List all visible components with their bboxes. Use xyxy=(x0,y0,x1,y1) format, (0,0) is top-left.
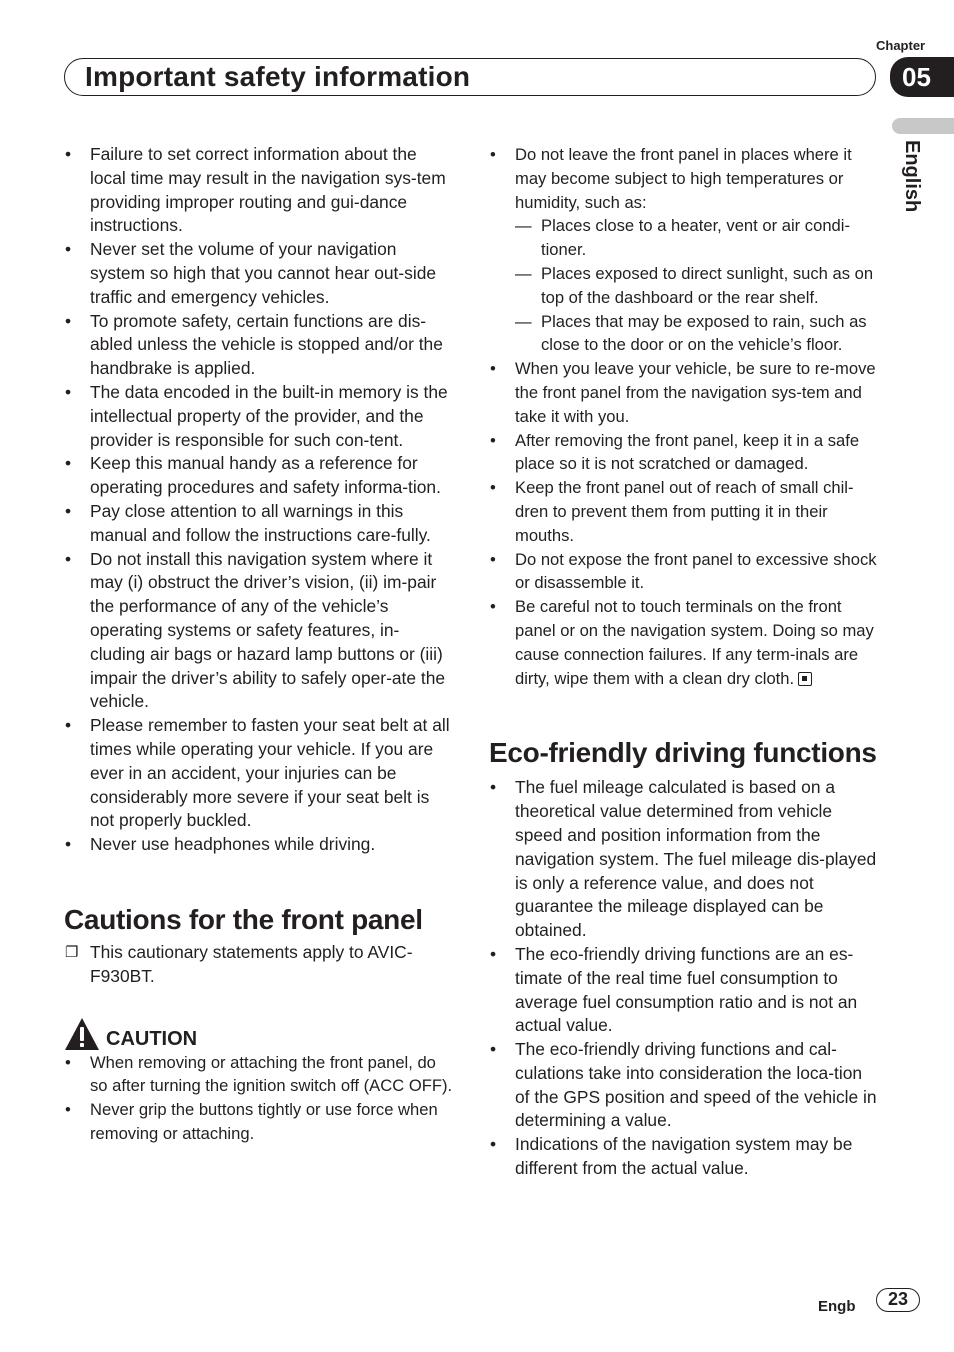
section-title: Important safety information xyxy=(85,61,471,92)
left-column xyxy=(64,143,454,1146)
warning-triangle-icon xyxy=(64,1017,100,1051)
eco-bullet-list xyxy=(489,776,881,1181)
list-item: • Please remember to fasten your seat belt at all times while operating your vehicle. If you are ever in an accident, your injuries can be considerably more severe if your seat belt is not properly buckled. xyxy=(64,714,454,833)
footer-lang-code: Engb xyxy=(818,1298,856,1315)
page-number: 23 xyxy=(876,1288,920,1312)
note-list xyxy=(64,941,454,989)
panel-bullet-list-cont xyxy=(489,357,881,690)
language-tab xyxy=(892,118,954,134)
section-header-bar xyxy=(64,58,876,96)
list-item: • Do not expose the front panel to excessive shock or disassemble it. xyxy=(489,548,881,596)
list-item: • Indications of the navigation system may be different from the actual value. xyxy=(489,1133,881,1181)
list-item: • The data encoded in the built-in memory is the intellectual property of the provider, and the provider is responsible for such con-tent. xyxy=(64,381,454,452)
front-panel-heading: Cautions for the front panel xyxy=(64,903,423,935)
chapter-label: Chapter xyxy=(876,38,926,53)
list-item: • The fuel mileage calculated is based on a theoretical value determined from vehicle speed and position information from the navigation system. The fuel mileage dis-played is only a reference value, and does not guarantee the mileage displayed can be obtained. xyxy=(489,776,881,943)
list-item: • When removing or attaching the front panel, do so after turning the ignition switch off (ACC OFF). xyxy=(64,1051,454,1099)
list-item: • After removing the front panel, keep it in a safe place so it is not scratched or damaged. xyxy=(489,429,881,477)
end-of-section-icon xyxy=(798,672,812,686)
eco-heading: Eco-friendly driving functions xyxy=(489,737,877,769)
list-item: • To promote safety, certain functions are dis-abled unless the vehicle is stopped and/or the handbrake is applied. xyxy=(64,310,454,381)
list-item-text: Do not leave the front panel in places where it may become subject to high temperatures or humidity, such as: xyxy=(515,145,852,212)
list-item: • Keep the front panel out of reach of small chil-dren to prevent them from putting it in their mouths. xyxy=(489,476,881,547)
panel-bullet-list xyxy=(489,143,881,214)
caution-list xyxy=(64,1051,454,1146)
panel-sub-list xyxy=(515,214,881,357)
language-label: English xyxy=(901,140,923,213)
right-column xyxy=(489,143,881,1181)
chapter-number-badge: 05 xyxy=(890,57,954,97)
list-item xyxy=(489,595,881,690)
caution-label: CAUTION xyxy=(106,1027,198,1050)
list-item: • Do not install this navigation system where it may (i) obstruct the driver’s vision, (ii) im-pair the performance of any of the vehicle’s operating systems or safety features, in-cluding air bags or hazard lamp buttons or (iii) impair the driver’s ability to safely oper-ate the vehicle. xyxy=(64,548,454,715)
note-item: ❐ This cautionary statements apply to AVIC-F930BT. xyxy=(64,941,454,989)
list-item: • Never set the volume of your navigation system so high that you cannot hear out-side traffic and emergency vehicles. xyxy=(64,238,454,309)
list-item: • Failure to set correct information about the local time may result in the navigation sys-tem providing improper routing and gui-dance instructions. xyxy=(64,143,454,238)
safety-bullet-list xyxy=(64,143,454,857)
sub-list-item: — Places that may be exposed to rain, such as close to the door or on the vehicle’s floor. xyxy=(515,310,881,358)
list-item: • Never grip the buttons tightly or use force when removing or attaching. xyxy=(64,1098,454,1146)
list-item: • When you leave your vehicle, be sure to re-move the front panel from the navigation sys-tem and take it with you. xyxy=(489,357,881,428)
list-item: • Never use headphones while driving. xyxy=(64,833,454,857)
list-item-text: Be careful not to touch terminals on the front panel or on the navigation system. Doing so may cause connection failures. If any term-inals are dirty, wipe them with a clean dry cloth. xyxy=(515,597,874,688)
list-item: • The eco-friendly driving functions are an es-timate of the real time fuel consumption to average fuel consumption ratio and is not an actual value. xyxy=(489,943,881,1038)
list-item: • The eco-friendly driving functions and cal-culations take into consideration the loca-tion of the GPS position and speed of the vehicle in determining a value. xyxy=(489,1038,881,1133)
list-item: • Keep this manual handy as a reference for operating procedures and safety informa-tion. xyxy=(64,452,454,500)
list-item xyxy=(489,143,881,214)
caution-block xyxy=(64,1017,454,1051)
sub-list-item: — Places close to a heater, vent or air condi-tioner. xyxy=(515,214,881,262)
sub-list-item: — Places exposed to direct sunlight, such as on top of the dashboard or the rear shelf. xyxy=(515,262,881,310)
list-item: • Pay close attention to all warnings in this manual and follow the instructions care-fully. xyxy=(64,500,454,548)
